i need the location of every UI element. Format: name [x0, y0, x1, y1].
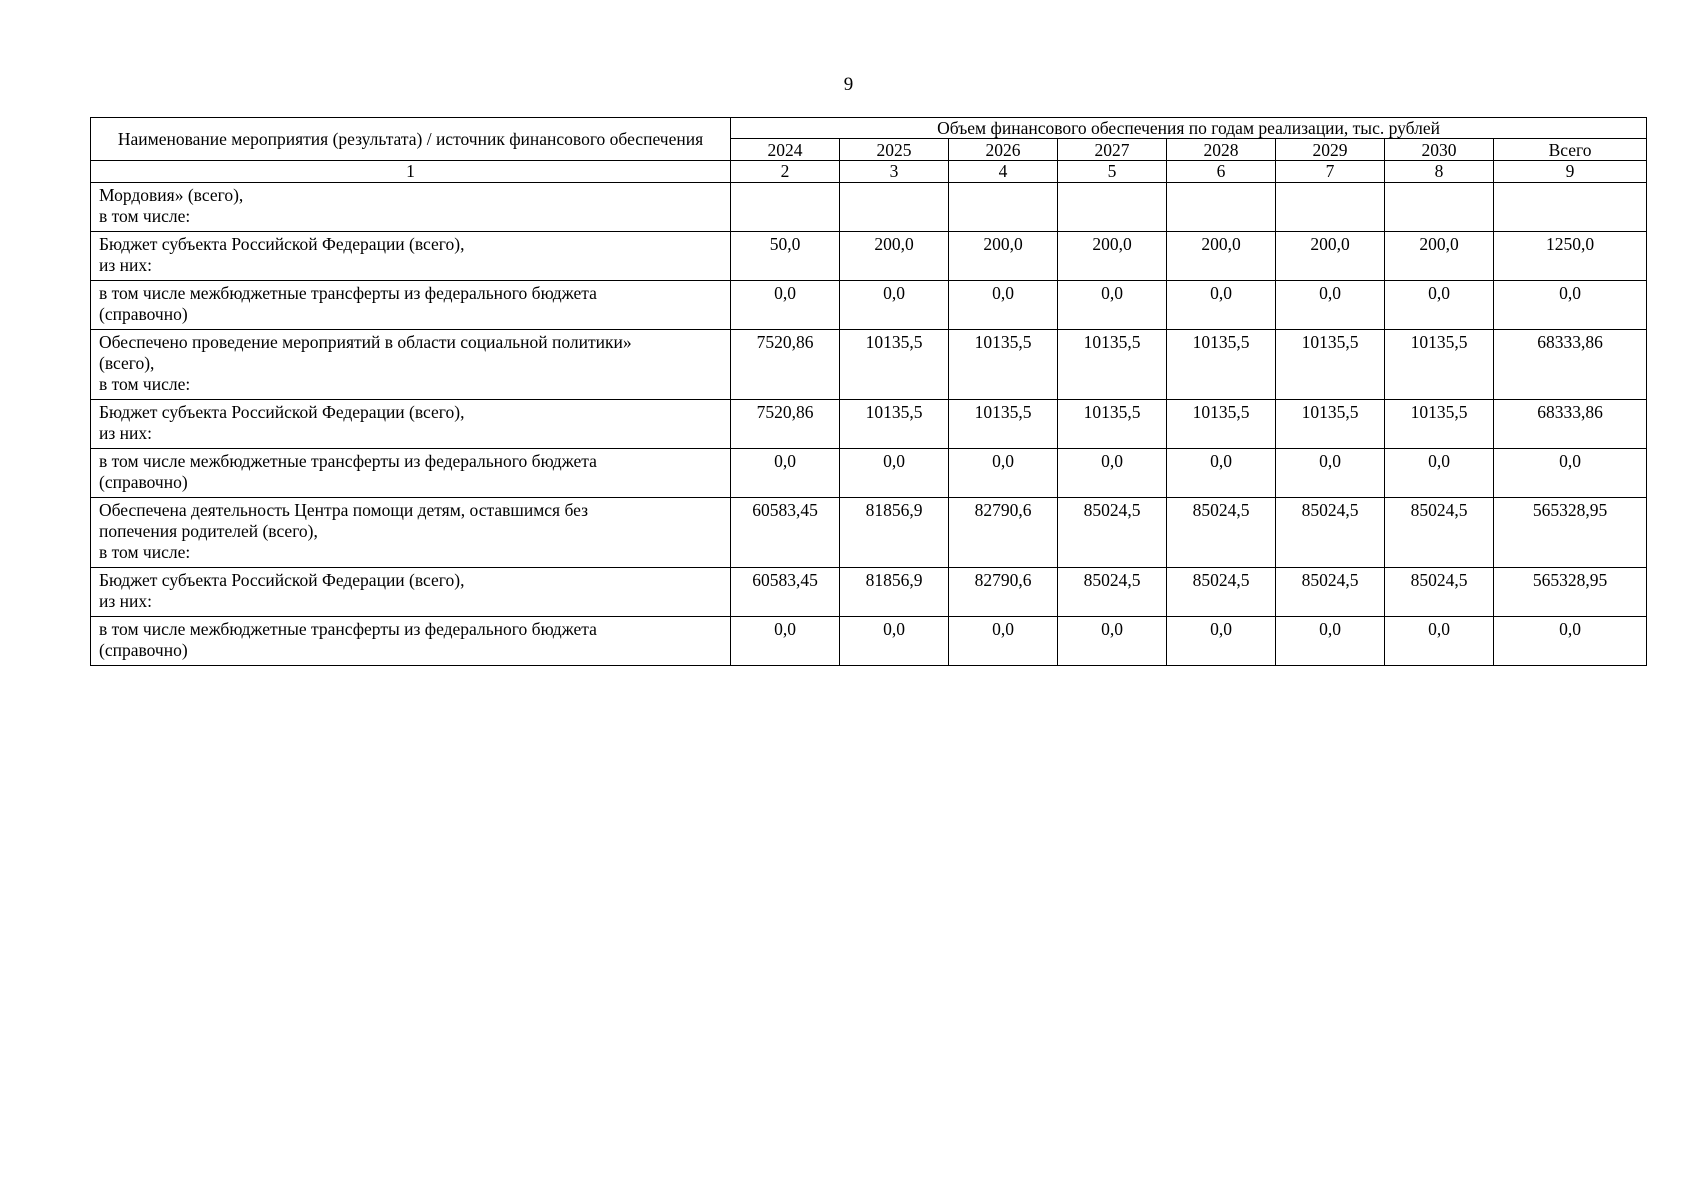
row-year-value: 82790,6	[949, 568, 1058, 617]
row-year-value: 7520,86	[731, 400, 840, 449]
column-number: 5	[1058, 161, 1167, 183]
row-total-value: 565328,95	[1494, 498, 1647, 568]
row-year-value: 85024,5	[1167, 498, 1276, 568]
row-name-line: Бюджет субъекта Российской Федерации (всего),	[99, 570, 465, 590]
header-name-column: Наименование мероприятия (результата) / источник финансового обеспечения	[91, 118, 731, 161]
row-year-value: 0,0	[1167, 449, 1276, 498]
row-year-value: 85024,5	[1276, 568, 1385, 617]
row-name-line: попечения родителей (всего),	[99, 521, 318, 541]
row-year-value: 10135,5	[949, 400, 1058, 449]
financing-table	[90, 117, 1647, 666]
table-row	[91, 449, 1647, 498]
column-number: 9	[1494, 161, 1647, 183]
column-number: 8	[1385, 161, 1494, 183]
row-year-value: 10135,5	[1058, 400, 1167, 449]
row-year-value: 82790,6	[949, 498, 1058, 568]
row-year-value: 10135,5	[1276, 330, 1385, 400]
row-year-value: 10135,5	[1385, 400, 1494, 449]
row-year-value	[949, 183, 1058, 232]
row-year-value: 0,0	[949, 617, 1058, 666]
header-year: 2024	[731, 139, 840, 161]
row-name-line: в том числе межбюджетные трансферты из федерального бюджета	[99, 283, 597, 303]
row-name-cell	[91, 568, 731, 617]
row-year-value	[731, 183, 840, 232]
header-year: 2026	[949, 139, 1058, 161]
row-total-value: 68333,86	[1494, 330, 1647, 400]
row-name-cell	[91, 183, 731, 232]
row-year-value	[1058, 183, 1167, 232]
row-year-value: 200,0	[1276, 232, 1385, 281]
row-year-value: 200,0	[1167, 232, 1276, 281]
row-year-value: 85024,5	[1385, 498, 1494, 568]
row-year-value: 85024,5	[1058, 568, 1167, 617]
row-name-cell	[91, 232, 731, 281]
row-year-value: 85024,5	[1058, 498, 1167, 568]
row-name-cell	[91, 449, 731, 498]
row-year-value: 0,0	[1167, 617, 1276, 666]
row-year-value: 10135,5	[1167, 400, 1276, 449]
row-year-value: 10135,5	[1276, 400, 1385, 449]
row-year-value: 0,0	[1167, 281, 1276, 330]
row-name-line: (справочно)	[99, 304, 188, 324]
row-year-value: 0,0	[1385, 449, 1494, 498]
table-row	[91, 400, 1647, 449]
row-year-value: 0,0	[1276, 617, 1385, 666]
row-year-value: 0,0	[949, 449, 1058, 498]
row-year-value: 81856,9	[840, 498, 949, 568]
header-row-top	[91, 118, 1647, 139]
header-year: 2027	[1058, 139, 1167, 161]
row-year-value	[1167, 183, 1276, 232]
row-name-cell	[91, 617, 731, 666]
row-year-value	[840, 183, 949, 232]
row-name-cell	[91, 498, 731, 568]
row-year-value: 0,0	[1058, 281, 1167, 330]
row-year-value: 0,0	[840, 449, 949, 498]
row-year-value: 10135,5	[1385, 330, 1494, 400]
row-name-line: Бюджет субъекта Российской Федерации (всего),	[99, 234, 465, 254]
row-year-value: 0,0	[1385, 617, 1494, 666]
row-total-value: 0,0	[1494, 281, 1647, 330]
row-name-cell	[91, 400, 731, 449]
row-total-value: 0,0	[1494, 449, 1647, 498]
row-year-value: 0,0	[1058, 617, 1167, 666]
column-number: 6	[1167, 161, 1276, 183]
row-year-value: 0,0	[731, 449, 840, 498]
row-year-value: 0,0	[840, 281, 949, 330]
row-year-value: 0,0	[731, 281, 840, 330]
row-year-value: 0,0	[1276, 449, 1385, 498]
table-row	[91, 183, 1647, 232]
column-number: 4	[949, 161, 1058, 183]
header-year: 2025	[840, 139, 949, 161]
row-name-line: в том числе:	[99, 206, 191, 226]
row-year-value: 85024,5	[1276, 498, 1385, 568]
table-row	[91, 568, 1647, 617]
column-number: 7	[1276, 161, 1385, 183]
row-total-value: 68333,86	[1494, 400, 1647, 449]
header-volume-title: Объем финансового обеспечения по годам реализации, тыс. рублей	[731, 118, 1647, 139]
row-total-value: 565328,95	[1494, 568, 1647, 617]
row-name-line: в том числе межбюджетные трансферты из федерального бюджета	[99, 619, 597, 639]
table-row	[91, 617, 1647, 666]
row-name-line: из них:	[99, 255, 152, 275]
row-year-value: 10135,5	[949, 330, 1058, 400]
row-year-value: 60583,45	[731, 498, 840, 568]
row-name-line: (справочно)	[99, 640, 188, 660]
row-name-line: из них:	[99, 423, 152, 443]
row-year-value: 10135,5	[1058, 330, 1167, 400]
column-number: 1	[91, 161, 731, 183]
row-year-value: 0,0	[731, 617, 840, 666]
row-name-cell	[91, 330, 731, 400]
row-name-line: Мордовия» (всего),	[99, 185, 244, 205]
row-year-value: 85024,5	[1167, 568, 1276, 617]
row-name-line: Обеспечена деятельность Центра помощи детям, оставшимся без	[99, 500, 589, 520]
table-body	[91, 183, 1647, 666]
table-row	[91, 281, 1647, 330]
financing-table-container	[90, 117, 1646, 666]
row-year-value: 200,0	[949, 232, 1058, 281]
row-year-value: 0,0	[840, 617, 949, 666]
row-year-value: 60583,45	[731, 568, 840, 617]
row-name-line: Бюджет субъекта Российской Федерации (всего),	[99, 402, 465, 422]
row-year-value: 81856,9	[840, 568, 949, 617]
row-year-value: 85024,5	[1385, 568, 1494, 617]
table-row	[91, 232, 1647, 281]
row-name-cell	[91, 281, 731, 330]
column-number: 2	[731, 161, 840, 183]
row-name-line: (справочно)	[99, 472, 188, 492]
table-row	[91, 330, 1647, 400]
row-name-line: в том числе межбюджетные трансферты из федерального бюджета	[99, 451, 597, 471]
row-year-value: 200,0	[1385, 232, 1494, 281]
column-number-row	[91, 161, 1647, 183]
header-year: 2029	[1276, 139, 1385, 161]
row-year-value: 10135,5	[840, 330, 949, 400]
row-name-line: в том числе:	[99, 374, 191, 394]
row-year-value: 7520,86	[731, 330, 840, 400]
row-name-line: в том числе:	[99, 542, 191, 562]
header-total: Всего	[1494, 139, 1647, 161]
row-year-value: 0,0	[1276, 281, 1385, 330]
row-year-value	[1276, 183, 1385, 232]
row-name-line: Обеспечено проведение мероприятий в области социальной политики»	[99, 332, 632, 352]
row-total-value: 1250,0	[1494, 232, 1647, 281]
row-year-value: 50,0	[731, 232, 840, 281]
header-year: 2028	[1167, 139, 1276, 161]
row-name-line: (всего),	[99, 353, 155, 373]
row-year-value: 200,0	[1058, 232, 1167, 281]
row-year-value: 10135,5	[840, 400, 949, 449]
row-year-value: 0,0	[949, 281, 1058, 330]
row-year-value: 10135,5	[1167, 330, 1276, 400]
table-row	[91, 498, 1647, 568]
row-year-value: 0,0	[1058, 449, 1167, 498]
column-number: 3	[840, 161, 949, 183]
row-total-value	[1494, 183, 1647, 232]
row-name-line: из них:	[99, 591, 152, 611]
row-year-value: 200,0	[840, 232, 949, 281]
row-total-value: 0,0	[1494, 617, 1647, 666]
header-year: 2030	[1385, 139, 1494, 161]
page-number: 9	[843, 74, 854, 95]
row-year-value	[1385, 183, 1494, 232]
row-year-value: 0,0	[1385, 281, 1494, 330]
